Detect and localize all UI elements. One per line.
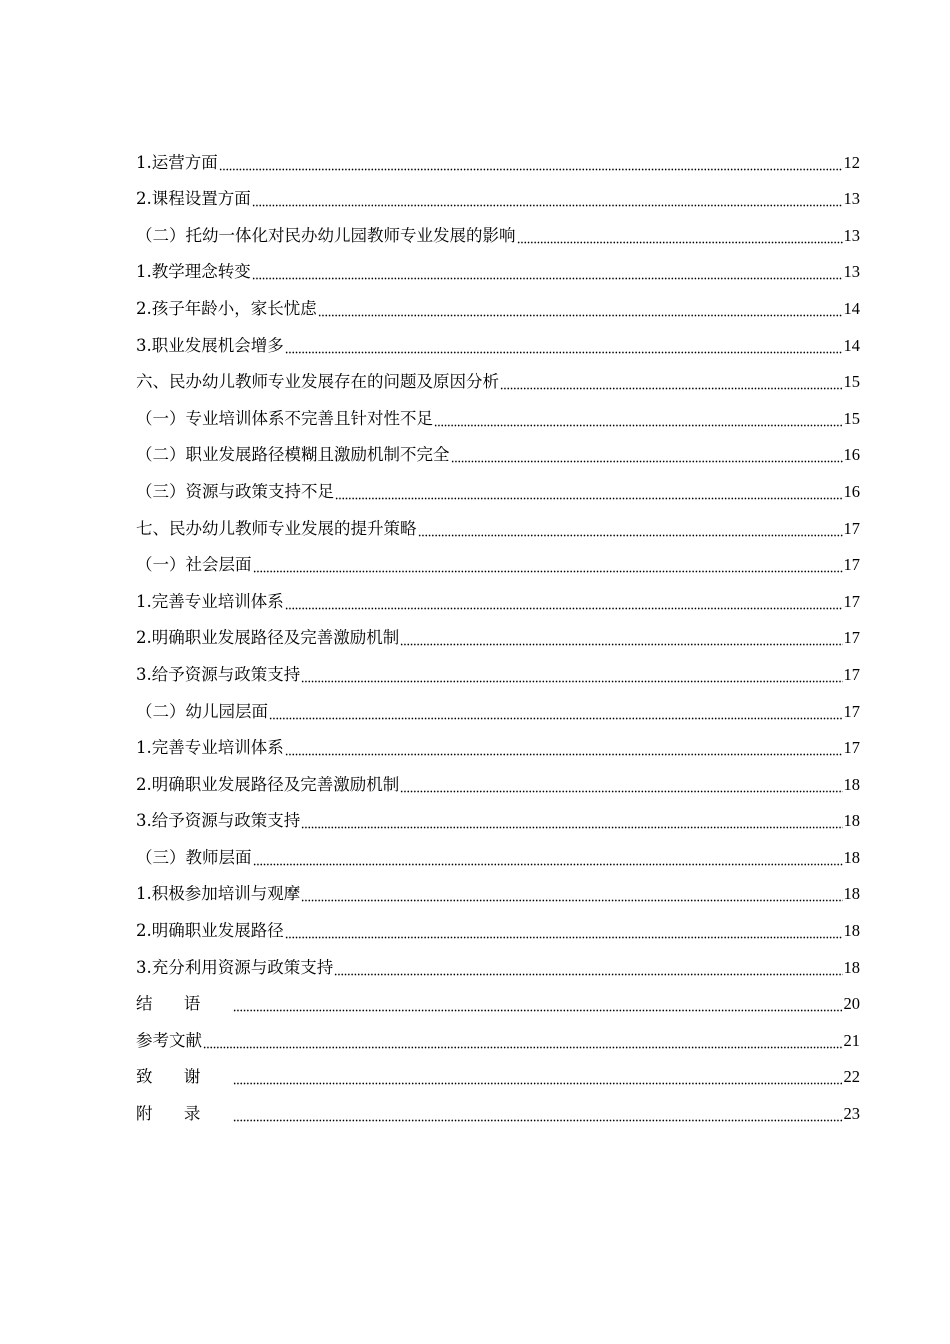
toc-dot-leader: [233, 1067, 843, 1087]
toc-dot-leader: [500, 372, 843, 392]
toc-entry-page: 18: [843, 847, 860, 867]
toc-dot-leader: [252, 262, 843, 282]
toc-entry-title: （一）社会层面: [136, 555, 252, 575]
toc-entry-page: 16: [843, 445, 860, 465]
toc-entry-page: 17: [843, 701, 860, 721]
toc-entry[interactable]: [136, 136, 860, 173]
toc-entry-title: 2.明确职业发展路径及完善激励机制: [136, 774, 400, 794]
toc-entry[interactable]: [136, 612, 860, 649]
toc-entry-title: 2.课程设置方面: [136, 189, 251, 209]
toc-dot-leader: [233, 1104, 843, 1124]
toc-entry-title: 1.运营方面: [136, 152, 218, 172]
toc-entry[interactable]: [136, 795, 860, 832]
toc-entry-page: 17: [843, 591, 860, 611]
toc-entry-page: 17: [843, 555, 860, 575]
table-of-contents: [136, 136, 860, 1124]
toc-entry[interactable]: [136, 246, 860, 283]
toc-dot-leader: [400, 775, 842, 795]
toc-dot-leader: [451, 445, 843, 465]
toc-entry-page: 17: [843, 628, 860, 648]
toc-entry-page: 16: [843, 481, 860, 501]
toc-entry-title: 致谢: [136, 1067, 232, 1087]
toc-entry-title: 七、民办幼儿教师专业发展的提升策略: [136, 518, 417, 538]
toc-entry-title: （二）职业发展路径模糊且激励机制不完全: [136, 445, 450, 465]
toc-dot-leader: [252, 189, 843, 209]
toc-dot-leader: [269, 702, 843, 722]
toc-dot-leader: [517, 226, 843, 246]
toc-entry-title: 附录: [136, 1104, 232, 1124]
toc-entry-title: 1.完善专业培训体系: [136, 591, 284, 611]
toc-entry-page: 22: [843, 1067, 860, 1087]
toc-entry-page: 14: [843, 298, 860, 318]
toc-entry[interactable]: [136, 941, 860, 978]
toc-dot-leader: [400, 628, 842, 648]
toc-dot-leader: [301, 884, 842, 904]
toc-dot-leader: [219, 153, 843, 173]
toc-entry-title: 1.完善专业培训体系: [136, 738, 284, 758]
toc-entry-title: 参考文献: [136, 1030, 202, 1050]
toc-entry-title: （二）托幼一体化对民办幼儿园教师专业发展的影响: [136, 225, 516, 245]
toc-entry-page: 15: [843, 408, 860, 428]
toc-entry-title: （三）资源与政策支持不足: [136, 481, 334, 501]
toc-dot-leader: [335, 482, 843, 502]
toc-entry-page: 23: [843, 1104, 860, 1124]
toc-dot-leader: [318, 299, 843, 319]
toc-dot-leader: [418, 519, 843, 539]
toc-entry-page: 15: [843, 372, 860, 392]
toc-entry[interactable]: [136, 173, 860, 210]
toc-entry[interactable]: [136, 904, 860, 941]
toc-dot-leader: [203, 1031, 843, 1051]
toc-entry[interactable]: [136, 648, 860, 685]
toc-entry-page: 20: [843, 994, 860, 1014]
toc-dot-leader: [285, 921, 843, 941]
toc-entry-title: 3.给予资源与政策支持: [136, 811, 301, 831]
toc-entry-page: 18: [843, 774, 860, 794]
toc-entry[interactable]: [136, 539, 860, 576]
toc-entry-page: 12: [843, 152, 860, 172]
toc-entry-title: 3.职业发展机会增多: [136, 335, 284, 355]
toc-entry-title: 六、民办幼儿教师专业发展存在的问题及原因分析: [136, 372, 499, 392]
toc-entry-page: 18: [843, 884, 860, 904]
toc-entry[interactable]: [136, 209, 860, 246]
toc-entry-page: 17: [843, 518, 860, 538]
toc-entry-title: 1.积极参加培训与观摩: [136, 884, 301, 904]
toc-entry[interactable]: [136, 356, 860, 393]
toc-entry[interactable]: [136, 868, 860, 905]
toc-entry-page: 18: [843, 811, 860, 831]
toc-entry[interactable]: [136, 392, 860, 429]
toc-entry-title: 1.教学理念转变: [136, 262, 251, 282]
toc-entry[interactable]: [136, 319, 860, 356]
toc-entry-page: 14: [843, 335, 860, 355]
toc-dot-leader: [285, 738, 843, 758]
toc-entry-title: 3.给予资源与政策支持: [136, 664, 301, 684]
toc-entry-page: 13: [843, 262, 860, 282]
toc-entry-title: （一）专业培训体系不完善且针对性不足: [136, 408, 433, 428]
toc-dot-leader: [301, 811, 842, 831]
toc-entry[interactable]: [136, 1051, 860, 1088]
toc-entry[interactable]: [136, 758, 860, 795]
toc-entry-title: 2.孩子年龄小，家长忧虑: [136, 298, 317, 318]
toc-entry[interactable]: [136, 722, 860, 759]
toc-dot-leader: [301, 665, 842, 685]
toc-entry-title: （三）教师层面: [136, 847, 252, 867]
toc-entry-page: 13: [843, 225, 860, 245]
toc-entry[interactable]: [136, 465, 860, 502]
toc-entry[interactable]: [136, 502, 860, 539]
toc-dot-leader: [233, 994, 843, 1014]
toc-entry-title: （二）幼儿园层面: [136, 701, 268, 721]
toc-entry-title: 2.明确职业发展路径: [136, 921, 284, 941]
toc-entry-page: 17: [843, 664, 860, 684]
toc-entry[interactable]: [136, 429, 860, 466]
toc-entry-title: 结语: [136, 994, 232, 1014]
toc-dot-leader: [285, 592, 843, 612]
toc-dot-leader: [334, 958, 842, 978]
toc-entry-title: 3.充分利用资源与政策支持: [136, 957, 334, 977]
toc-dot-leader: [434, 409, 843, 429]
toc-dot-leader: [285, 336, 843, 356]
toc-entry[interactable]: [136, 1014, 860, 1051]
toc-entry-title: 2.明确职业发展路径及完善激励机制: [136, 628, 400, 648]
toc-entry-page: 21: [843, 1030, 860, 1050]
toc-entry-page: 18: [843, 957, 860, 977]
toc-entry[interactable]: [136, 575, 860, 612]
toc-entry-page: 18: [843, 921, 860, 941]
toc-dot-leader: [253, 555, 843, 575]
toc-dot-leader: [253, 848, 843, 868]
toc-entry[interactable]: [136, 685, 860, 722]
toc-entry-page: 13: [843, 189, 860, 209]
toc-entry-page: 17: [843, 738, 860, 758]
toc-entry[interactable]: [136, 1087, 860, 1124]
toc-entry[interactable]: [136, 978, 860, 1015]
toc-entry[interactable]: [136, 831, 860, 868]
toc-entry[interactable]: [136, 282, 860, 319]
